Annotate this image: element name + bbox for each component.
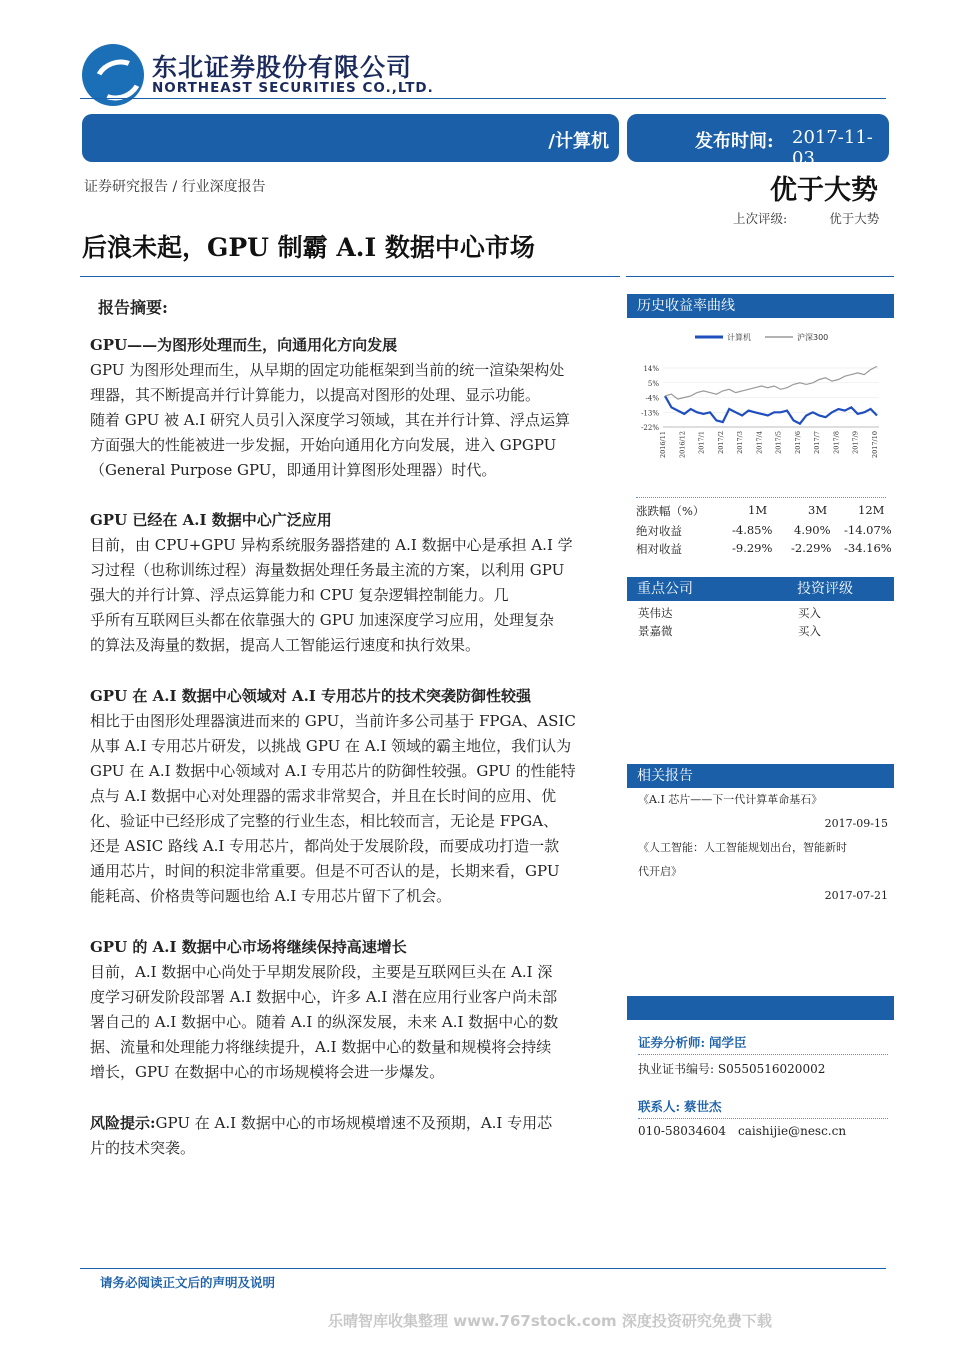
section-heading: GPU——为图形处理而生，向通用化方向发展	[90, 336, 398, 354]
x-tick-label: 2017/5	[774, 431, 783, 454]
title-rule-right	[626, 276, 894, 277]
prev-rating-value: 优于大势	[829, 211, 880, 226]
x-tick-label: 2017/9	[851, 431, 860, 454]
perf-row	[636, 523, 892, 541]
perf-row	[636, 541, 892, 559]
section-heading: GPU 在 A.I 数据中心领域对 A.I 专用芯片的技术突袭防御性较强	[90, 687, 532, 705]
x-tick-label: 2017/2	[716, 431, 725, 454]
performance-table	[636, 503, 892, 559]
perf-header: 12M	[858, 503, 885, 517]
section-heading: GPU 已经在 A.I 数据中心广泛应用	[90, 511, 332, 529]
x-tick-label: 2017/3	[736, 431, 745, 454]
perf-cell: 4.90%	[794, 523, 831, 537]
related-title: 相关报告	[637, 768, 693, 784]
company-rating: 买入	[798, 624, 821, 638]
contact-email[interactable]: caishijie@nesc.cn	[738, 1124, 847, 1138]
analyst-label: 证券分析师:	[638, 1035, 706, 1050]
summary-section-2	[90, 508, 614, 658]
contact-label: 联系人:	[638, 1099, 681, 1114]
summary-section-4	[90, 935, 614, 1085]
related-report-title[interactable]: 《人工智能：人工智能规划出台，智能新时	[638, 841, 847, 854]
perf-cell: 相对收益	[636, 542, 682, 556]
para-line: GPU 在 A.I 数据中心领域对 A.I 专用芯片的防御性较强。GPU 的性能特	[90, 762, 576, 780]
chart-title-bar	[627, 294, 894, 318]
risk-warning	[90, 1111, 614, 1161]
perf-cell: -9.29%	[732, 541, 773, 555]
company-name-en: NORTHEAST SECURITIES CO.,LTD.	[152, 80, 434, 96]
perf-header-row	[636, 503, 888, 523]
para-line: 通用芯片，时间的积淀非常重要。但是不可否认的是，长期来看，GPU	[90, 862, 560, 880]
series-line-computer	[665, 396, 877, 424]
company-table	[638, 605, 888, 641]
para-line: 据、流量和处理能力将继续提升，A.I 数据中心的数量和规模将会持续	[90, 1038, 552, 1056]
sector-label: /计算机	[548, 131, 609, 152]
para-line: 乎所有互联网巨头都在依靠强大的 GPU 加速深度学习应用，处理复杂	[90, 611, 554, 629]
legend-label: 沪深300	[797, 333, 829, 342]
perf-cell: -34.16%	[844, 541, 892, 555]
perf-cell: -4.85%	[732, 523, 773, 537]
prev-rating	[733, 209, 879, 227]
rating: 优于大势	[770, 175, 878, 206]
para-line: 习过程（也称训练过程）海量数据处理任务最主流的方案，以利用 GPU	[90, 561, 565, 579]
risk-label: 风险提示:	[90, 1114, 156, 1132]
footer-watermark: 乐晴智库收集整理 www.767stock.com 深度投资研究免费下载	[328, 1312, 772, 1330]
para-line: 化、验证中已经形成了完整的行业生态，相比较而言，无论是 FPGA、	[90, 812, 559, 830]
perf-cell: 绝对收益	[636, 524, 682, 538]
para-line: （General Purpose GPU，即通用计算图形处理器）时代。	[90, 461, 497, 479]
risk-line: 片的技术突袭。	[90, 1139, 196, 1157]
para-line: 度学习研发阶段部署 A.I 数据中心，许多 A.I 潜在应用行业客户尚未部	[90, 988, 558, 1006]
summary-section-3	[90, 684, 614, 909]
summary-heading: 报告摘要:	[98, 298, 168, 317]
para-line: 强大的并行计算、浮点运算能力和 CPU 复杂逻辑控制能力。几	[90, 586, 509, 604]
cert-no: S0550516020002	[717, 1062, 826, 1076]
contact-divider	[638, 1118, 888, 1120]
x-tick-label: 2016/11	[659, 431, 667, 459]
para-line: 增长，GPU 在数据中心的市场规模将会进一步爆发。	[90, 1063, 445, 1081]
x-tick-label: 2017/10	[871, 431, 879, 459]
para-line: 随着 GPU 被 A.I 研究人员引入深度学习领域，其在并行计算、浮点运算	[90, 411, 571, 429]
footer-note: 请务必阅读正文后的声明及说明	[100, 1275, 276, 1290]
history-return-chart	[627, 322, 894, 464]
related-report-title[interactable]: 《A.I 芯片——下一代计算革命基石》	[638, 793, 823, 806]
x-tick-label: 2017/4	[755, 431, 764, 454]
chart-title: 历史收益率曲线	[637, 298, 735, 314]
report-series: 证券研究报告 / 行业深度报告	[84, 179, 266, 195]
risk-line: GPU 在 A.I 数据中心的市场规模增速不及预期，A.I 专用芯	[155, 1114, 553, 1132]
related-report-title-cont[interactable]: 代开启》	[638, 865, 682, 878]
prev-rating-label: 上次评级:	[733, 211, 788, 226]
para-line: 署自己的 A.I 数据中心。随着 A.I 的纵深发展，未来 A.I 数据中心的数	[90, 1013, 559, 1031]
perf-header: 3M	[808, 503, 828, 517]
y-tick-label: -4%	[645, 394, 659, 403]
contact-name: 蔡世杰	[683, 1099, 722, 1114]
para-line: 的算法及海量的数据，提高人工智能运行速度和执行效果。	[90, 636, 481, 654]
perf-cell: -2.29%	[791, 541, 832, 555]
analyst-divider	[638, 1054, 888, 1056]
para-line: 方面强大的性能被进一步发掘，开始向通用化方向发展，进入 GPGPU	[90, 436, 557, 454]
company-row	[638, 623, 888, 641]
report-title: 后浪未起，GPU 制霸 A.I 数据中心市场	[82, 233, 535, 262]
perf-divider	[636, 497, 886, 499]
analyst-block	[638, 1033, 888, 1142]
header-rule	[80, 98, 886, 99]
analyst-name: 闻学臣	[708, 1035, 747, 1050]
para-line: 点与 A.I 数据中心对处理器的需求非常契合，并且在长时间的应用、优	[90, 787, 557, 805]
title-rule	[80, 276, 620, 277]
related-reports-bar	[627, 764, 894, 788]
company-name: 景嘉微	[638, 624, 673, 638]
y-tick-label: -22%	[641, 424, 659, 432]
y-tick-label: 5%	[647, 379, 659, 388]
contact-phone: 010-58034604	[638, 1124, 727, 1138]
y-tick-label: 14%	[643, 365, 659, 373]
para-line: 目前，由 CPU+GPU 异构系统服务器搭建的 A.I 数据中心是承担 A.I 学	[90, 536, 573, 554]
para-line: 能耗高、价格贵等问题也给 A.I 专用芯片留下了机会。	[90, 887, 452, 905]
perf-cell: -14.07%	[844, 523, 892, 537]
x-tick-label: 2016/12	[678, 431, 687, 459]
perf-header: 1M	[748, 503, 768, 517]
footer-rule	[80, 1268, 886, 1269]
x-tick-label: 2017/6	[793, 431, 802, 454]
analyst-bar	[627, 996, 894, 1020]
company-header: 投资评级	[797, 581, 853, 597]
publish-date: 2017-11-03	[792, 127, 873, 169]
publish-band	[627, 114, 889, 169]
para-line: 相比于由图形处理器演进而来的 GPU，当前许多公司基于 FPGA、ASIC	[90, 712, 576, 730]
related-reports	[638, 788, 888, 908]
section-heading: GPU 的 A.I 数据中心市场将继续保持高速增长	[90, 938, 407, 956]
sector-band	[82, 114, 619, 162]
x-tick-label: 2017/1	[697, 431, 706, 454]
summary-section-1	[90, 333, 614, 483]
related-report-date: 2017-07-21	[824, 889, 888, 902]
company-name: 英伟达	[638, 606, 673, 620]
para-line: 从事 A.I 专用芯片研发，以挑战 GPU 在 A.I 领域的霸主地位，我们认为	[90, 737, 572, 755]
company-row	[638, 605, 888, 623]
publish-label: 发布时间:	[695, 131, 774, 152]
x-tick-label: 2017/7	[813, 431, 822, 454]
y-tick-label: -13%	[641, 409, 659, 418]
legend-label: 计算机	[727, 333, 751, 342]
para-line: 目前，A.I 数据中心尚处于早期发展阶段，主要是互联网巨头在 A.I 深	[90, 963, 553, 981]
company-header-bar	[627, 577, 894, 601]
perf-header: 涨跌幅（%）	[636, 504, 705, 518]
para-line: 还是 ASIC 路线 A.I 专用芯片，都尚处于发展阶段，而要成功打造一款	[90, 837, 560, 855]
company-rating: 买入	[798, 606, 821, 620]
para-line: GPU 为图形处理而生，从早期的固定功能框架到当前的统一渲染架构处	[90, 361, 565, 379]
company-name-cn: 东北证券股份有限公司	[152, 53, 413, 82]
cert-label: 执业证书编号:	[638, 1062, 715, 1076]
related-report-date: 2017-09-15	[824, 817, 888, 830]
company-logo	[82, 44, 144, 106]
para-line: 理器，其不断提高并行计算能力，以提高对图形的处理、显示功能。	[90, 386, 541, 404]
company-header: 重点公司	[637, 581, 693, 597]
x-tick-label: 2017/8	[832, 431, 841, 454]
